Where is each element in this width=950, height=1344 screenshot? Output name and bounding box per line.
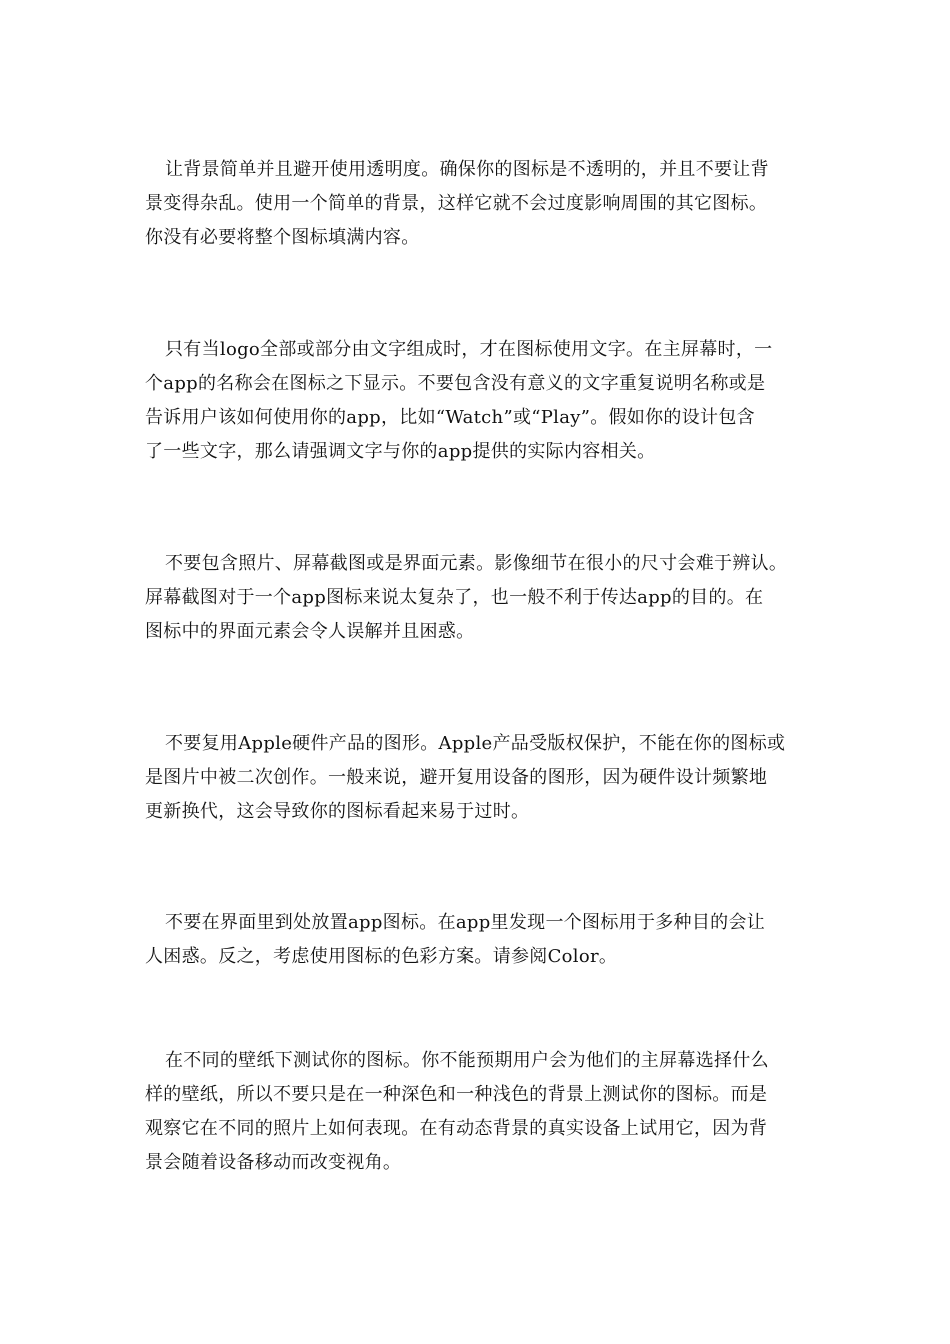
paragraph-no-apple-hardware (145, 727, 810, 829)
paragraph-line: 是图片中被二次创作。一般来说，避开复用设备的图形，因为硬件设计频繁地 (145, 767, 768, 788)
paragraph-icon-placement (145, 906, 810, 974)
paragraph-line: 样的壁纸，所以不要只是在一种深色和一种浅色的背景上测试你的图标。而是 (145, 1084, 768, 1105)
paragraph-line: 屏幕截图对于一个app图标来说太复杂了，也一般不利于传达app的目的。在 (145, 587, 764, 608)
paragraph-line: 人困惑。反之，考虑使用图标的色彩方案。请参阅Color。 (145, 946, 618, 967)
paragraph-line: 不要在界面里到处放置app图标。在app里发现一个图标用于多种目的会让 (165, 912, 766, 933)
paragraph-line: 更新换代，这会导致你的图标看起来易于过时。 (145, 801, 530, 822)
paragraph-line: 不要复用Apple硬件产品的图形。Apple产品受版权保护，不能在你的图标或 (165, 733, 786, 754)
paragraph-line: 只有当logo全部或部分由文字组成时，才在图标使用文字。在主屏幕时，一 (165, 339, 773, 360)
paragraph-line: 你没有必要将整个图标填满内容。 (145, 227, 420, 248)
paragraph-line: 个app的名称会在图标之下显示。不要包含没有意义的文字重复说明名称或是 (145, 373, 766, 394)
paragraph-line: 不要包含照片、屏幕截图或是界面元素。影像细节在很小的尺寸会难于辨认。 (165, 553, 788, 574)
paragraph-line: 告诉用户该如何使用你的app，比如“Watch”或“Play”。假如你的设计包含 (145, 407, 755, 428)
paragraph-line: 图标中的界面元素会令人误解并且困惑。 (145, 621, 475, 642)
paragraph-line: 在不同的壁纸下测试你的图标。你不能预期用户会为他们的主屏幕选择什么 (165, 1050, 769, 1071)
paragraph-wallpaper-testing (145, 1044, 810, 1180)
paragraph-line: 了一些文字，那么请强调文字与你的app提供的实际内容相关。 (145, 441, 656, 462)
paragraph-line: 观察它在不同的照片上如何表现。在有动态背景的真实设备上试用它，因为背 (145, 1118, 768, 1139)
paragraph-no-photos-screenshots (145, 547, 810, 649)
paragraph-text-in-icons (145, 333, 810, 469)
paragraph-line: 景会随着设备移动而改变视角。 (145, 1152, 402, 1173)
paragraph-line: 让背景简单并且避开使用透明度。确保你的图标是不透明的，并且不要让背 (165, 159, 769, 180)
paragraph-background-simplicity (145, 153, 810, 255)
paragraph-line: 景变得杂乱。使用一个简单的背景，这样它就不会过度影响周围的其它图标。 (145, 193, 768, 214)
